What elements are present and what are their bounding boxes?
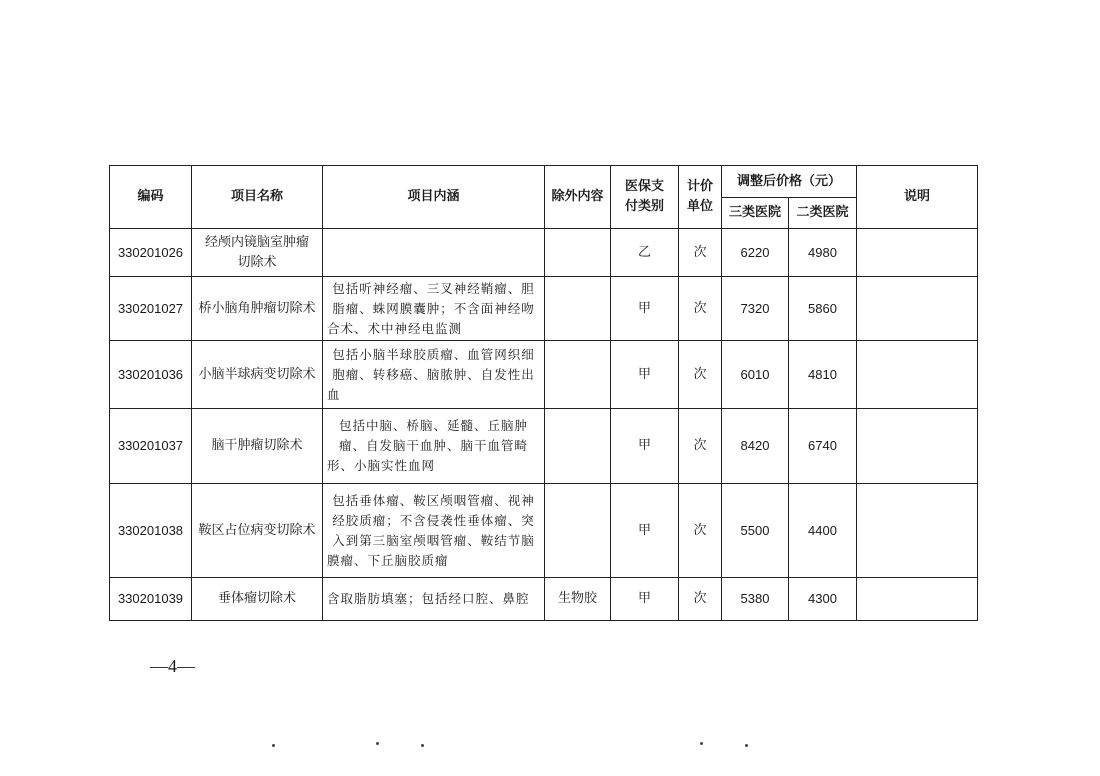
header-insurance: 医保支付类别 (611, 166, 679, 229)
cell-price-class2: 5860 (789, 277, 857, 341)
header-exclusion: 除外内容 (545, 166, 611, 229)
cell-exclusion: 生物胶 (545, 578, 611, 621)
cell-price-class3: 5380 (722, 578, 789, 621)
cell-exclusion (545, 484, 611, 578)
cell-price-class3: 6220 (722, 229, 789, 277)
cell-name: 鞍区占位病变切除术 (192, 484, 323, 578)
header-price-group: 调整后价格（元） (722, 166, 857, 198)
header-content: 项目内涵 (323, 166, 545, 229)
cell-insurance: 甲 (611, 484, 679, 578)
scan-speck (376, 742, 379, 745)
cell-exclusion (545, 341, 611, 409)
cell-content (323, 229, 545, 277)
cell-exclusion (545, 409, 611, 484)
table-row (110, 484, 978, 578)
cell-name: 经颅内镜脑室肿瘤切除术 (192, 229, 323, 277)
cell-price-class3: 5500 (722, 484, 789, 578)
cell-name: 垂体瘤切除术 (192, 578, 323, 621)
cell-insurance: 乙 (611, 229, 679, 277)
header-code: 编码 (110, 166, 192, 229)
cell-price-class2: 4400 (789, 484, 857, 578)
cell-note (857, 229, 978, 277)
cell-insurance: 甲 (611, 409, 679, 484)
cell-exclusion (545, 277, 611, 341)
cell-name: 桥小脑角肿瘤切除术 (192, 277, 323, 341)
cell-unit: 次 (679, 277, 722, 341)
price-table (109, 165, 978, 621)
table-row (110, 341, 978, 409)
cell-note (857, 341, 978, 409)
cell-content: 包括听神经瘤、三叉神经鞘瘤、胆脂瘤、蛛网膜囊肿；不含面神经吻合术、术中神经电监测 (323, 277, 545, 341)
scan-speck (272, 744, 275, 747)
cell-insurance: 甲 (611, 341, 679, 409)
cell-unit: 次 (679, 484, 722, 578)
cell-name: 脑干肿瘤切除术 (192, 409, 323, 484)
cell-code: 330201027 (110, 277, 192, 341)
cell-price-class3: 7320 (722, 277, 789, 341)
table-row (110, 277, 978, 341)
cell-price-class2: 4980 (789, 229, 857, 277)
cell-name: 小脑半球病变切除术 (192, 341, 323, 409)
cell-unit: 次 (679, 409, 722, 484)
cell-price-class3: 8420 (722, 409, 789, 484)
cell-unit: 次 (679, 341, 722, 409)
cell-code: 330201026 (110, 229, 192, 277)
cell-code: 330201037 (110, 409, 192, 484)
cell-code: 330201038 (110, 484, 192, 578)
cell-code: 330201039 (110, 578, 192, 621)
cell-note (857, 484, 978, 578)
cell-unit: 次 (679, 578, 722, 621)
page-number: —4— (150, 656, 195, 676)
header-unit: 计价单位 (679, 166, 722, 229)
cell-unit: 次 (679, 229, 722, 277)
cell-content: 包括小脑半球胶质瘤、血管网织细胞瘤、转移癌、脑脓肿、自发性出血 (323, 341, 545, 409)
cell-insurance: 甲 (611, 277, 679, 341)
cell-content: 包括中脑、桥脑、延髓、丘脑肿瘤、自发脑干血肿、脑干血管畸形、小脑实性血网 (323, 409, 545, 484)
cell-content: 含取脂肪填塞；包括经口腔、鼻腔 (323, 578, 545, 621)
header-price-class2: 二类医院 (789, 198, 857, 229)
scan-speck (421, 744, 424, 747)
cell-price-class3: 6010 (722, 341, 789, 409)
table-row (110, 229, 978, 277)
cell-exclusion (545, 229, 611, 277)
cell-content: 包括垂体瘤、鞍区颅咽管瘤、视神经胶质瘤；不含侵袭性垂体瘤、突入到第三脑室颅咽管瘤、鞍结节脑膜瘤、下丘脑胶质瘤 (323, 484, 545, 578)
header-name: 项目名称 (192, 166, 323, 229)
cell-price-class2: 6740 (789, 409, 857, 484)
table-row (110, 409, 978, 484)
cell-price-class2: 4810 (789, 341, 857, 409)
table-row (110, 578, 978, 621)
header-note: 说明 (857, 166, 978, 229)
cell-note (857, 277, 978, 341)
cell-note (857, 578, 978, 621)
header-price-class3: 三类医院 (722, 198, 789, 229)
scan-speck (745, 744, 748, 747)
cell-code: 330201036 (110, 341, 192, 409)
scan-speck (700, 742, 703, 745)
cell-insurance: 甲 (611, 578, 679, 621)
cell-note (857, 409, 978, 484)
cell-price-class2: 4300 (789, 578, 857, 621)
